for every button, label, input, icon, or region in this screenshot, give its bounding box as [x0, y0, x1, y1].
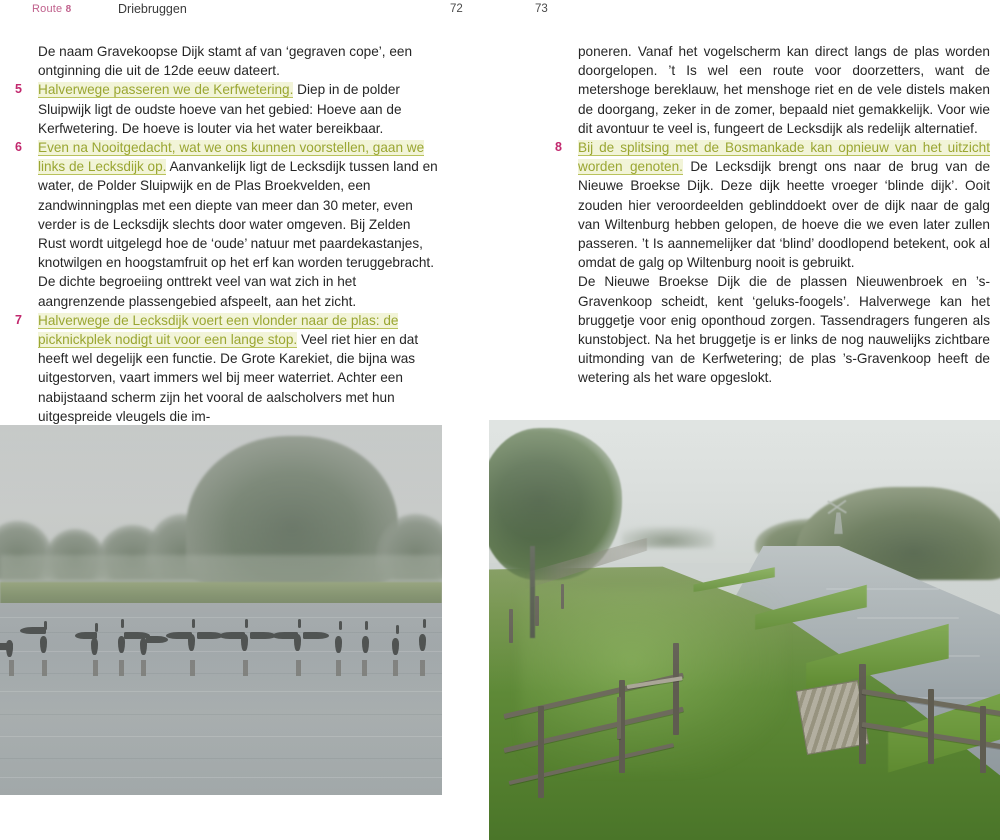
paragraph-text: poneren. Vanaf het vogelscherm kan direct langs de plas worden doorgelopen. ’t Is wel een route voor doorzetters, want de metershoge bereklauw, het menshoge riet en de vele distels maken de doorgang, zeker in de zomer, bepaald niet gemakkelijk. Voor wie dit avontuur te veel is, fungeert de Lecksdijk als redelijk alternatief.: [578, 44, 990, 136]
step-marker: 5: [15, 82, 22, 97]
photo-cormorant: [362, 636, 369, 653]
photo-post: [119, 660, 124, 676]
photo-cormorant-neck: [121, 619, 124, 628]
step-instruction-highlight: Halverwege de Lecksdijk voert een vlonder naar de plas: de picknickplek nodigt uit voor een lange stop.: [38, 312, 399, 348]
photo-water-ripple: [0, 777, 442, 778]
photo-cormorant-wing: [166, 632, 193, 639]
photo-cormorant-wing: [20, 627, 47, 634]
paragraph-text: De naam Gravekoopse Dijk stamt af van ‘gegraven cope’, een ontginning die uit de 12de eeuw dateert.: [38, 44, 413, 79]
photo-water-ripple: [0, 714, 442, 715]
photo-post: [9, 660, 14, 676]
running-head-place: Driebruggen: [118, 2, 187, 16]
photo-post: [42, 660, 47, 676]
photo-post: [141, 660, 146, 676]
photo-post: [93, 660, 98, 676]
running-head-route: [32, 3, 71, 15]
photo-fence-post: [980, 706, 986, 773]
dike-path-along-canal-photo: [489, 420, 1000, 840]
paragraph-text: Diep in de polder Sluipwijk ligt de oudste hoeve van het gebied: Hoeve aan de Kerfwetering. De hoeve is louter via het water bereikbaar.: [38, 82, 402, 136]
step-marker: 7: [15, 312, 22, 327]
step-instruction-highlight: Even na Nooitgedacht, wat we ons kunnen voorstellen, gaan we links de Lecksdijk op.: [38, 140, 425, 175]
photo-post: [420, 660, 425, 676]
photo-water-ripple: [0, 651, 442, 652]
photo-cormorant-neck: [365, 621, 368, 630]
paragraph: [38, 42, 438, 80]
photo-water-ripple: [0, 673, 442, 674]
photo-water-ripple: [0, 691, 442, 692]
photo-cormorant-neck: [423, 619, 426, 628]
photo-cormorant-wing: [0, 643, 13, 650]
photo-fence-post: [928, 689, 934, 765]
photo-water-highlight: [826, 588, 938, 590]
photo-cormorant-wing: [303, 632, 330, 639]
photo-post: [336, 660, 341, 676]
right-text-column: [555, 42, 990, 388]
photo-cormorant-neck: [245, 619, 248, 628]
page-number-right: 73: [535, 3, 548, 15]
photo-cormorant: [335, 636, 342, 653]
paragraph: [578, 42, 990, 138]
photo-water-ripple: [0, 736, 442, 737]
photo-fence-post: [538, 706, 544, 798]
photo-cormorant-neck: [396, 625, 399, 634]
photo-fence-post: [535, 596, 539, 625]
numbered-paragraph-5: [15, 80, 438, 138]
photo-fence-post: [561, 584, 564, 609]
step-instruction-highlight: Halverwege passeren we de Kerfwetering.: [38, 82, 294, 98]
photo-water-ripple: [0, 758, 442, 759]
photo-post: [393, 660, 398, 676]
photo-cormorant-wing: [272, 632, 299, 639]
photo-fence-post: [673, 643, 679, 735]
paragraph-text: Aanvankelijk ligt de Lecksdijk tussen land en water, de Polder Sluipwijk en de Plas Broekvelden, een zandwinningplas met een diepte van meer dan 30 meter, even verder is de Lecksdijk slechts door water omgeven. Bij Zelden Rust wordt uitgelegd hoe de ‘oude’ natuur met paardekastanjes, knotwilgen en hoogstamfruit op het erf kan worden teruggebracht. De dichte begroeiing onttrekt veel van wat zich in het aangrenzende plassengebied afspeelt, aan het zicht.: [38, 159, 438, 309]
numbered-paragraph-6: [15, 138, 438, 311]
photo-cormorant-neck: [192, 619, 195, 628]
cormorants-on-posts-photo: [0, 425, 442, 795]
photo-cormorant-wing: [146, 636, 168, 643]
page-number-left: 72: [450, 3, 463, 15]
photo-cormorant-wing: [219, 632, 246, 639]
paragraph-text: De Lecksdijk brengt ons naar de brug van de Nieuwe Broekse Dijk. Deze dijk heette vroeger ‘blinde dijk’. Ooit zouden hier veroordeelden geblinddoekt over de dijk naar de galg van Wiltenburg hebben gelopen, de hoeve die we even later zullen passeren. ’t Is aannemelijker dat ‘blind’ doodlopend betekent, ook al omdat de galg op Wiltenburg nooit is gebruikt.: [578, 159, 990, 271]
photo-fence-post: [509, 609, 513, 643]
running-head-route-number: 8: [65, 4, 72, 15]
photo-cormorant-neck: [339, 621, 342, 630]
photo-post: [243, 660, 248, 676]
photo-post: [362, 660, 367, 676]
photo-fence-crossbar: [617, 697, 621, 739]
step-marker: 8: [555, 140, 562, 155]
photo-cormorant: [419, 634, 426, 651]
paragraph-text: De Nieuwe Broekse Dijk die de plassen Nieuwenbroek en ’s-Gravenkoop scheidt, kent ‘geluks-foogels’. Halverwege kan het bruggetje voor enig oponthoud zorgen. Tassendragers fungeren als kunstobject. Na het bruggetje is er links de nog nauwelijks zichtbare uitmonding van de Kerfwetering; de plas ’s-Gravenkoop heeft de wetering als het ware opgeslokt.: [578, 274, 990, 386]
numbered-paragraph-7: [15, 311, 438, 426]
step-instruction-highlight: Bij de splitsing met de Bosmankade kan opnieuw van het uitzicht worden genoten.: [578, 140, 990, 175]
photo-cormorant: [40, 636, 47, 653]
photo-gate-panel: [796, 680, 870, 755]
left-text-column: [15, 42, 438, 426]
running-head-route-label: Route: [32, 3, 63, 15]
step-marker: 6: [15, 140, 22, 155]
paragraph: [578, 272, 990, 387]
paragraph-text: Veel riet hier en dat heeft wel degelijk een functie. De Grote Karekiet, die bijna was uitgestorven, vaart immers wel bij meer waterriet. Achter een nabijstaand scherm zijn het vooral de aalscholvers met hun uitgespreide vleugels die im-: [38, 332, 419, 424]
photo-cormorant-neck: [95, 623, 98, 632]
photo-cormorant-wing: [75, 632, 97, 639]
photo-cormorant: [91, 638, 98, 655]
numbered-paragraph-8: [555, 138, 990, 272]
photo-post: [190, 660, 195, 676]
photo-fence-post: [859, 664, 866, 765]
running-head: [0, 0, 1000, 28]
photo-cormorant-neck: [298, 619, 301, 628]
photo-post: [296, 660, 301, 676]
photo-water-ripple: [0, 617, 442, 618]
